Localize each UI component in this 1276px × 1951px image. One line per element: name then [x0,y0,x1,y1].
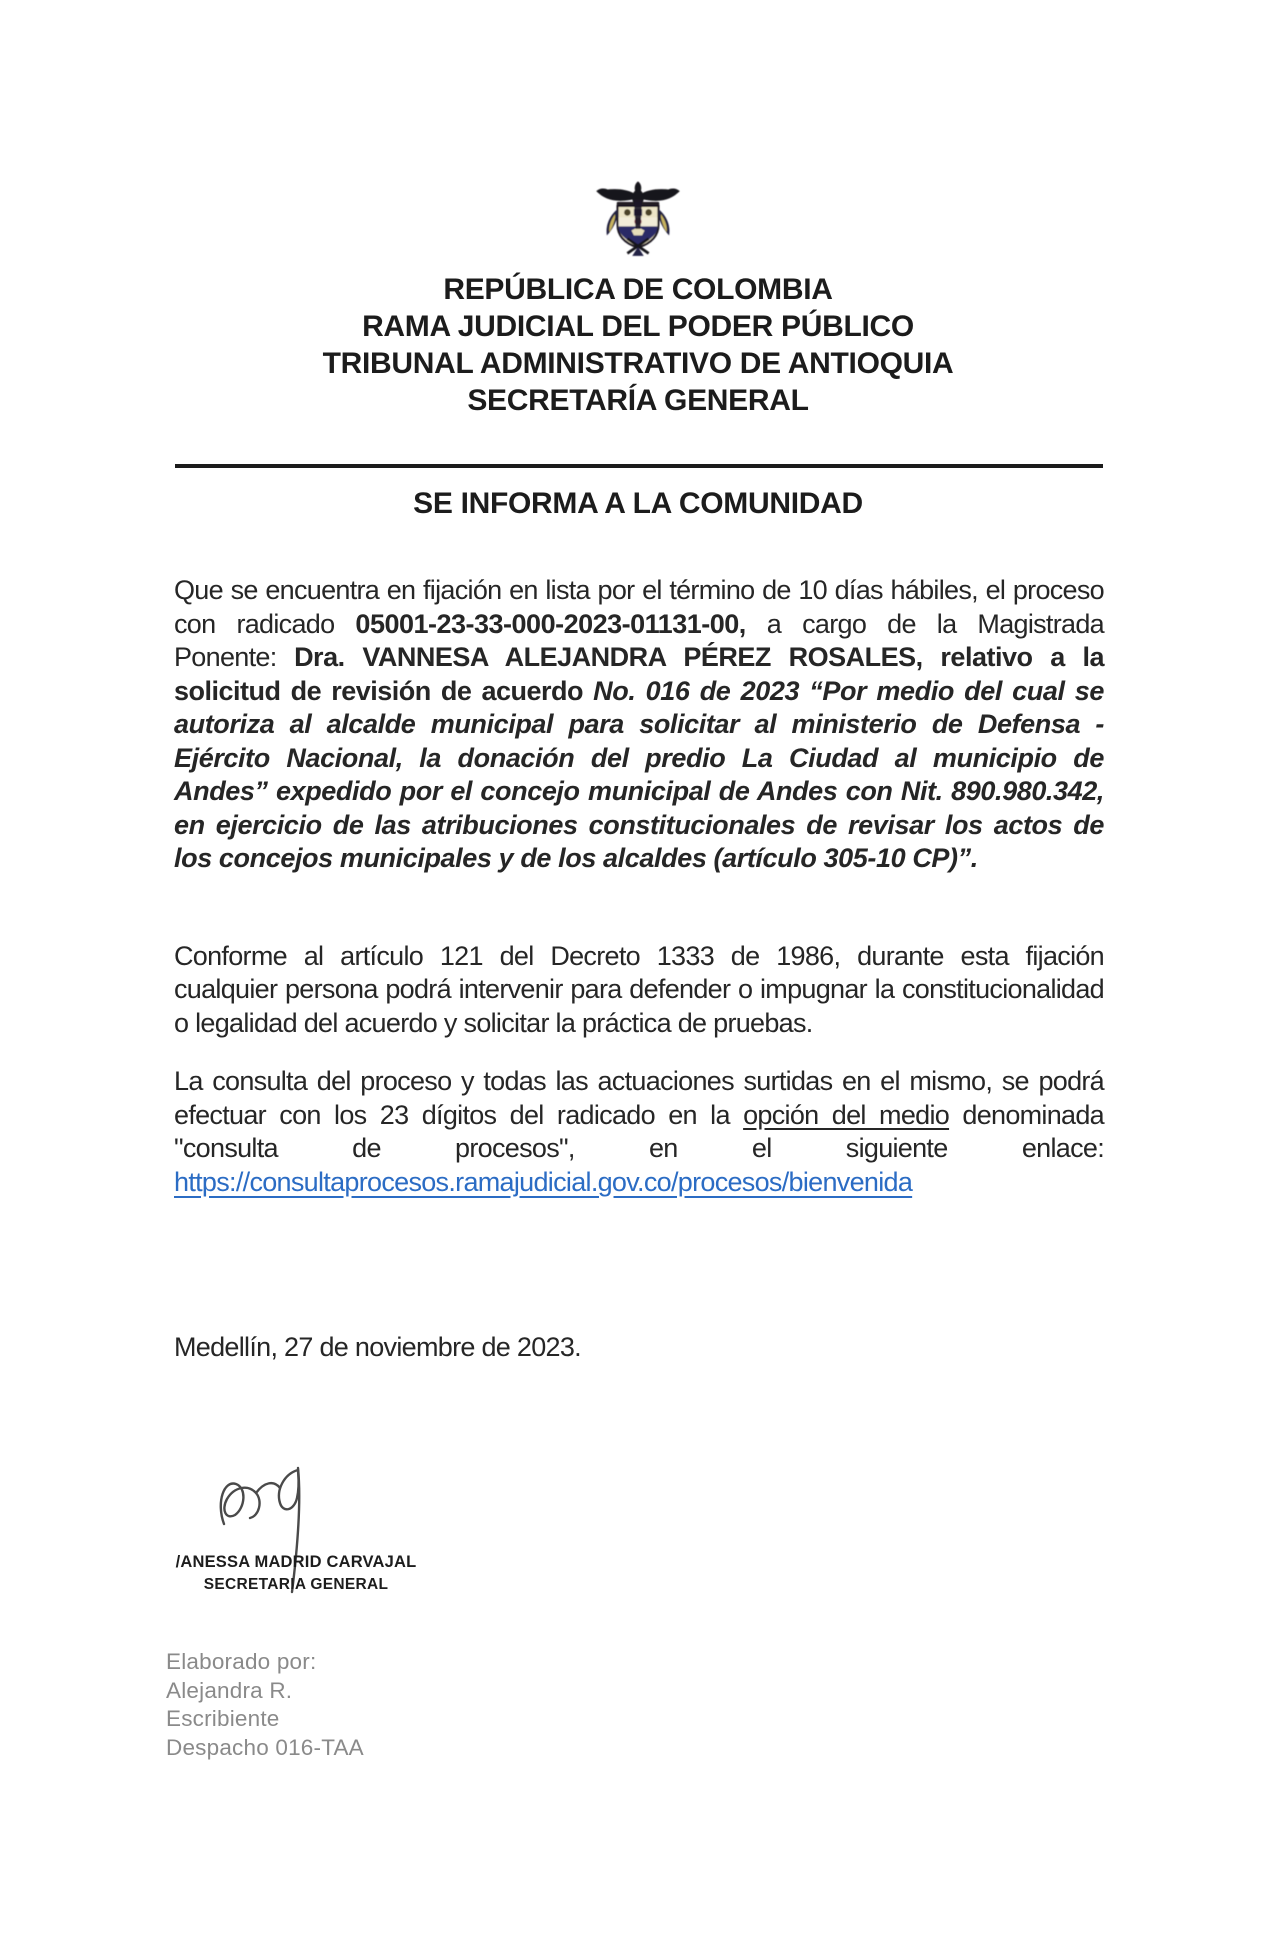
letterhead-line-republica: REPÚBLICA DE COLOMBIA [443,273,833,306]
decreto-text: Conforme al artículo 121 del Decreto 1333 de 1986, durante esta fijación cualquier persona podrá intervenir para defender o impugnar la constitucionalidad o legalidad del acuerdo y solicitar la práctica de pruebas. [174,940,1104,1038]
process-consultation-link[interactable]: https://consultaprocesos.ramajudicial.gov.co/procesos/bienvenida [174,1166,913,1197]
signature-title: SECRETARIA GENERAL [203,1576,389,1593]
signature-block [168,1462,424,1642]
consulta-intro: La consulta del proceso y todas las actuaciones surtidas en el mismo, se podrá efectuar con los 23 dígitos del radicado en la [174,1066,1104,1130]
header-divider-line [175,464,1103,468]
paragraphs [174,574,1104,1199]
fijacion-paragraph [174,574,1104,876]
decreto-paragraph [174,940,1104,1041]
letterhead-line-tribunal: TRIBUNAL ADMINISTRATIVO DE ANTIOQUIA [322,347,954,380]
footer-author: Alejandra R. [166,1677,293,1703]
footer-block [166,1648,364,1762]
cargo-text: a cargo de la Magistrada Ponente: [174,608,1104,672]
footer-role: Escribiente [166,1706,280,1731]
date-line: Medellín, 27 de noviembre de 2023. [174,1332,581,1362]
acuerdo-quote: No. 016 de 2023 “Por medio del cual se autoriza al alcalde municipal para solicitar al ministerio de Defensa - Ejército Nacional, la donación del predio La Ciudad al municipio de Andes” expedido por el concejo municipal de Andes con Nit. 890.980.342, en ejercicio de las atribuciones constitucionales de revisar los actos de los concejos municipales y de los alcaldes (artículo 305-10 CP)”. [174,675,1105,873]
signature-name: /ANESSA MADRID CARVAJAL [175,1553,417,1571]
fijacion-intro: Que se encuentra en fijación en lista por el término de 10 días hábiles, el proceso con radicado [174,575,1104,639]
letterhead-line-secretaria: SECRETARÍA GENERAL [467,384,809,417]
opcion-del-medio: opción del medio [743,1099,950,1130]
consulta-paragraph [174,1065,1104,1199]
notice-title: SE INFORMA A LA COMUNIDAD [413,487,863,520]
consulta-middle: denominada "consulta de procesos", en el siguiente enlace: [174,1099,1104,1163]
colombia-coat-of-arms-icon [593,177,683,261]
footer-despacho: Despacho 016-TAA [166,1734,364,1760]
footer-elaborado: Elaborado por: [166,1649,317,1674]
radicado-number: 05001-23-33-000-2023-01131-00, [355,608,746,639]
magistrada-name: Dra. VANNESA ALEJANDRA PÉREZ ROSALES, relativo a la solicitud de revisión de acuerdo [174,642,1105,706]
letterhead [0,271,1276,419]
letterhead-line-rama: RAMA JUDICIAL DEL PODER PÚBLICO [362,310,914,343]
